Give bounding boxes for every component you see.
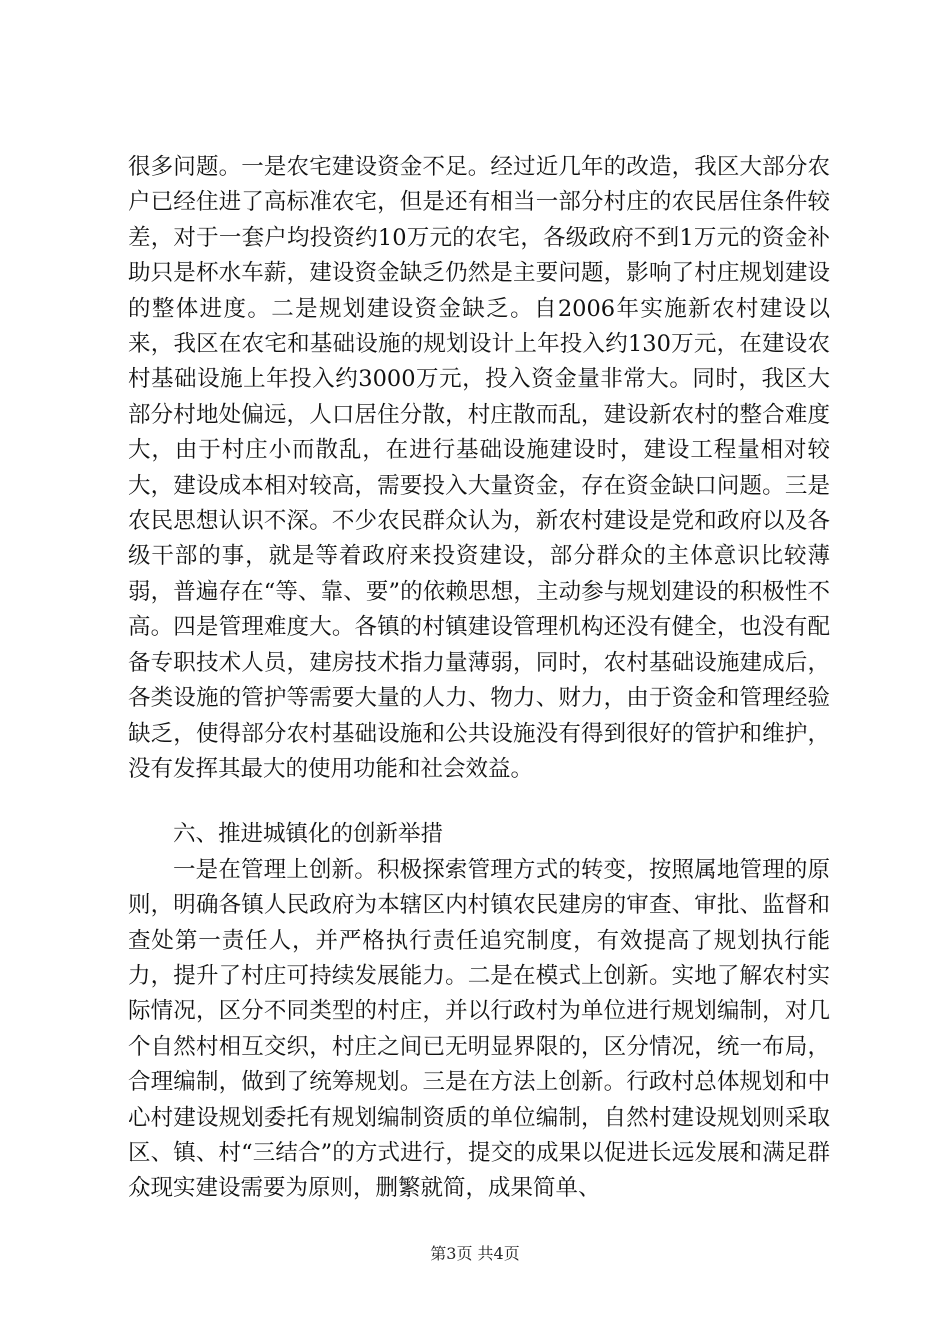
page-number-label: 第3页 共4页 [430, 1244, 520, 1263]
body-paragraph-1: 很多问题。一是农宅建设资金不足。经过近几年的改造，我区大部分农户已经住进了高标准农宅，但是还有相当一部分村庄的农民居住条件较差，对于一套户均投资约10万元的农宅，各级政府不到1万元的资金补助只是杯水车薪，建设资金缺乏仍然是主要问题，影响了村庄规划建设的整体进度。二是规划建设资金缺乏。自2006年实施新农村建设以来，我区在农宅和基础设施的规划设计上年投入约130万元，在建设农村基础设施上年投入约3000万元，投入资金量非常大。同时，我区大部分村地处偏远，人口居住分散，村庄散而乱，建设新农村的整合难度大，由于村庄小而散乱，在进行基础设施建设时，建设工程量相对较大，建设成本相对较高，需要投入大量资金，存在资金缺口问题。三是农民思想认识不深。不少农民群众认为，新农村建设是党和政府以及各级干部的事，就是等着政府来投资建设，部分群众的主体意识比较薄弱，普遍存在“等、靠、要”的依赖思想，主动参与规划建设的积极性不高。四是管理难度大。各镇的村镇建设管理机构还没有健全，也没有配备专职技术人员，建房技术指力量薄弱，同时，农村基础设施建成后，各类设施的管护等需要大量的人力、物力、财力，由于资金和管理经验缺乏，使得部分农村基础设施和公共设施没有得到很好的管护和维护，没有发挥其最大的使用功能和社会效益。 [128, 154, 830, 782]
document-body [128, 150, 830, 1207]
section-heading: 六、推进城镇化的创新举措 [173, 821, 444, 848]
body-paragraph-2: 一是在管理上创新。积极探索管理方式的转变，按照属地管理的原则，明确各镇人民政府为本辖区内村镇农民建房的审查、审批、监督和查处第一责任人，并严格执行责任追究制度，有效提高了规划执行能力，提升了村庄可持续发展能力。二是在模式上创新。实地了解农村实际情况，区分不同类型的村庄，并以行政村为单位进行规划编制，对几个自然村相互交织，村庄之间已无明显界限的，区分情况，统一布局，合理编制，做到了统筹规划。三是在方法上创新。行政村总体规划和中心村建设规划委托有规划编制资质的单位编制，自然村建设规划则采取区、镇、村“三结合”的方式进行，提交的成果以促进长远发展和满足群众现实建设需要为原则，删繁就简，成果简单、 [128, 856, 830, 1202]
page-footer [0, 1244, 950, 1264]
